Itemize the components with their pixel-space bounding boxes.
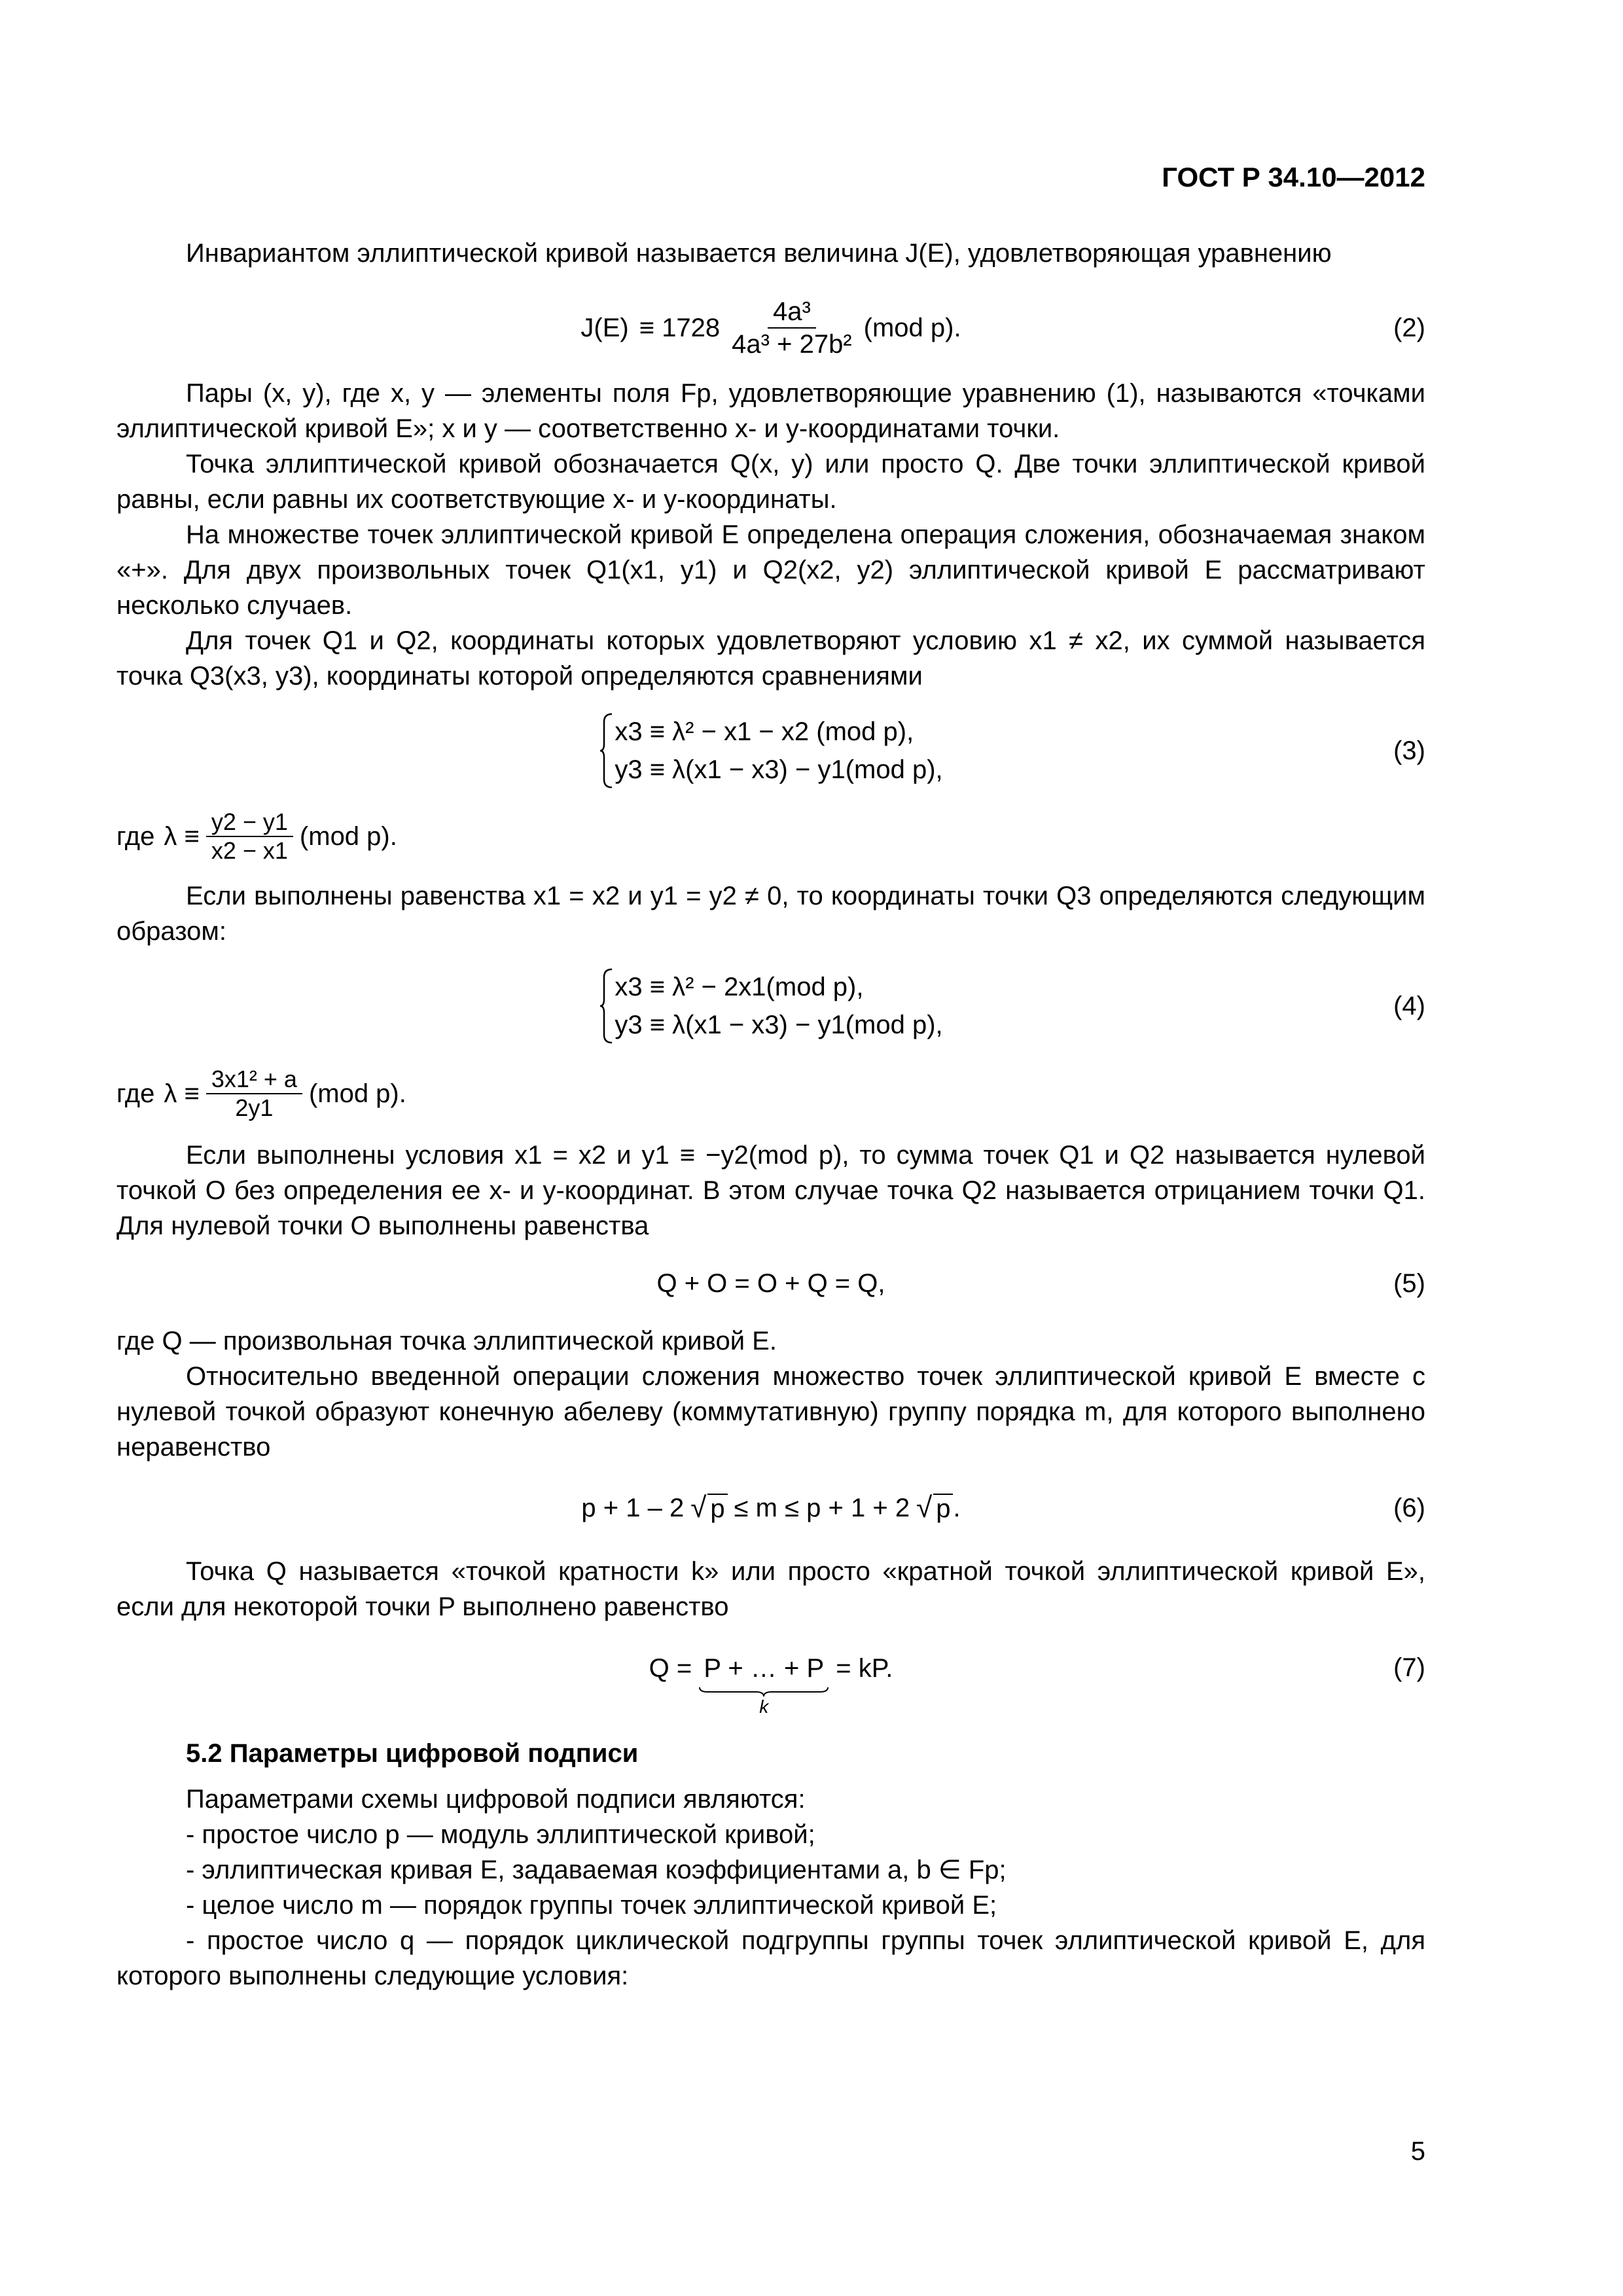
eq2-numerator: 4a³ [768,296,816,329]
eq2-denominator: 4a³ + 27b² [732,330,852,359]
eq6-part-c: . [953,1494,961,1522]
equation-5 [116,1261,1425,1306]
eq7-number: (7) [1393,1653,1425,1682]
list-item: - эллиптическая кривая E, задаваемая коэффициентами a, b ∈ Fp; [186,1856,1007,1884]
eq4-line-1: x3 ≡ λ² − 2x1(mod p), [615,973,864,1001]
eq6-part-b: ≤ m ≤ p + 1 + 2 [734,1494,910,1522]
paragraph-params-intro: Параметрами схемы цифровой подписи являются: [186,1785,806,1814]
params-list [116,1817,1425,1994]
eq3-line-1: x3 ≡ λ² − x1 − x2 (mod p), [615,717,914,746]
paragraph-multiple-point: Точка Q называется «точкой кратности k» или просто «кратной точкой эллиптической кривой E», если для некоторой точки P выполнено равенство [116,1557,1425,1621]
eq4-line-2: y3 ≡ λ(x1 − x3) − y1(mod p), [615,1011,943,1039]
paragraph-point-notation: Точка эллиптической кривой обозначается Q(x, y) или просто Q. Две точки эллиптической кривой равны, если равны их соответствующие x- и y-координаты. [116,450,1425,514]
eq2-lhs: J(E) [580,314,629,342]
eq2-tail: (mod p). [863,314,961,342]
eq6-sqrt-1: p [707,1494,727,1522]
page-header: ГОСТ Р 34.10—2012 [1162,162,1425,192]
eq2-number: (2) [1393,314,1425,342]
paragraph-addition: На множестве точек эллиптической кривой E определена операция сложения, обозначаемая знаком «+». Для двух произвольных точек Q1(x1, y1) и Q2(x2, y2) эллиптической кривой E рассматривают несколько случаев. [116,520,1425,620]
paragraph-invariant: Инвариантом эллиптической кривой называется величина J(E), удовлетворяющая уравнению [186,239,1332,268]
paragraph-pairs: Пары (x, y), где x, y — элементы поля Fp, удовлетворяющие уравнению (1), называются «точками эллиптической кривой E»; x и y — соответственно x- и y-координатами точки. [116,379,1425,443]
page-number: 5 [1410,2137,1425,2166]
where1-tail: (mod p). [299,822,397,851]
eq7-rhs: = kP. [836,1654,893,1683]
equation-7 [116,1644,1425,1723]
paragraph-sum-case: Для точек Q1 и Q2, координаты которых удовлетворяют условию x1 ≠ x2, их суммой называется точка Q3(x3, y3), координаты которой определяются сравнениями [116,626,1425,691]
eq2-mid: ≡ 1728 [639,314,721,342]
where1-numerator: y2 − y1 [206,808,293,837]
where2-numerator: 3x1² + a [206,1066,302,1094]
eq6-part-a: p + 1 – 2 [581,1494,685,1522]
eq4-system [599,968,942,1044]
sqrt-icon: √ [690,1492,707,1524]
paragraph-where-q: где Q — произвольная точка эллиптической кривой E. [116,1327,777,1355]
equation-4 [116,963,1425,1049]
where-lambda-2 [116,1058,1425,1130]
eq7-sum: P + … + P [704,1654,825,1683]
eq6-sqrt-2: p [933,1494,953,1522]
eq5-body: Q + O = O + Q = Q, [656,1269,885,1298]
left-brace-icon [599,713,615,789]
where2-lambda: λ ≡ [164,1079,200,1108]
equation-2 [116,292,1425,364]
equation-6 [116,1482,1425,1534]
list-item: - простое число q — порядок циклической подгруппы группы точек эллиптической кривой E, для которого выполнены следующие условия: [116,1926,1425,1990]
where2-prefix: где [116,1079,155,1108]
section-title: 5.2 Параметры цифровой подписи [186,1739,639,1768]
list-item: - простое число p — модуль эллиптической кривой; [186,1820,815,1849]
eq5-number: (5) [1393,1269,1425,1298]
equation-3 [116,708,1425,793]
eq3-lines [615,713,942,789]
where1-prefix: где [116,822,155,851]
where1-denominator: x2 − x1 [211,837,288,864]
where2-fraction [206,1066,302,1122]
paragraph-group: Относительно введенной операции сложения множество точек эллиптической кривой E вместе с нулевой точкой образуют конечную абелеву (коммутативную) группу порядка m, для которого выполнено неравенство [116,1362,1425,1462]
eq4-number: (4) [1393,992,1425,1020]
where1-lambda: λ ≡ [164,822,200,851]
eq7-lhs: Q = [649,1654,692,1683]
page-content [116,236,1425,1994]
where-lambda-1 [116,802,1425,870]
eq7-underbrace-group [698,1651,829,1716]
eq3-line-2: y3 ≡ λ(x1 − x3) − y1(mod p), [615,755,943,784]
where2-denominator: 2y1 [235,1094,274,1121]
eq3-system [599,713,942,789]
left-brace-icon [599,968,615,1044]
paragraph-doubling-case: Если выполнены равенства x1 = x2 и y1 = y2 ≠ 0, то координаты точки Q3 определяются следующим образом: [116,882,1425,946]
eq3-number: (3) [1393,736,1425,765]
where2-tail: (mod p). [308,1079,406,1108]
sqrt-icon: √ [916,1492,933,1524]
where1-fraction [206,808,293,865]
eq4-lines [615,968,942,1044]
eq7-k-label: k [759,1696,769,1717]
eq6-number: (6) [1393,1494,1425,1522]
paragraph-zero-point: Если выполнены условия x1 = x2 и y1 ≡ −y2(mod p), то сумма точек Q1 и Q2 называется нулевой точкой O без определения ее x- и y-координат. В этом случае точка Q2 называется отрицанием точки Q1. Для нулевой точки O выполнены равенства [116,1141,1425,1240]
list-item: - целое число m — порядок группы точек эллиптической кривой E; [186,1891,997,1920]
eq2-fraction [726,296,857,360]
